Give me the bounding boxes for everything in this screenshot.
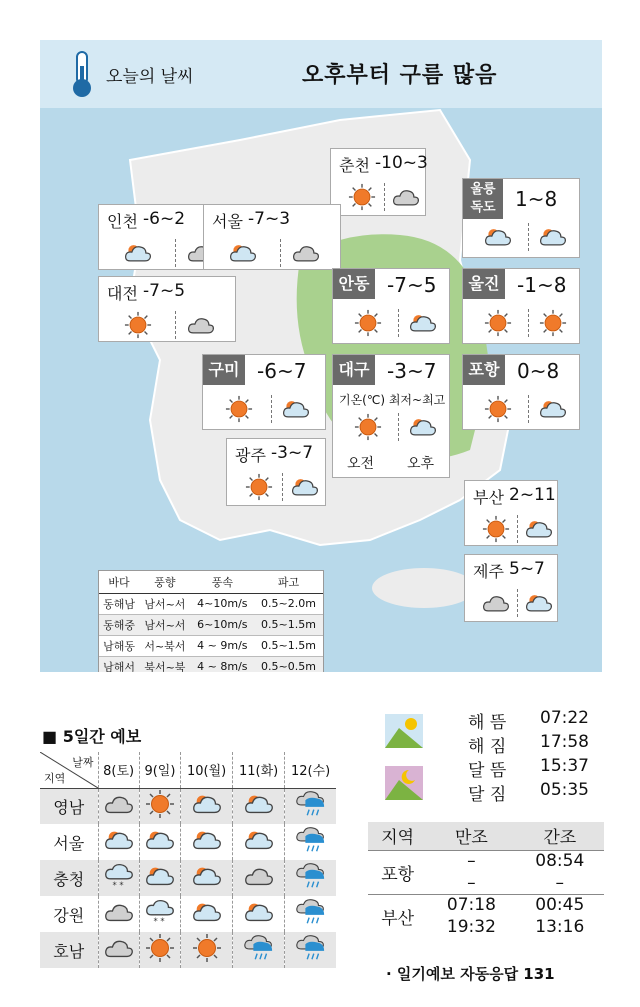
tide-region: 포항 [368, 850, 427, 894]
header-summary: 오후부터 구름 많음 [302, 63, 498, 88]
sea-header: 풍향 [139, 571, 191, 593]
cloud-icon [98, 788, 139, 824]
sea-row [99, 635, 323, 656]
sun-moon-time: 07:22 [540, 708, 589, 728]
city-name-tag: 포항 [463, 355, 505, 385]
am-pm-divider [282, 473, 283, 501]
am-pm-divider [528, 223, 529, 251]
cloud-rain-icon [285, 896, 336, 932]
moonrise-icon [385, 766, 423, 804]
pm-weather-icon [292, 239, 320, 271]
forecast-region: 충청 [40, 860, 98, 896]
pm-weather-icon [409, 309, 437, 341]
forecast-region: 호남 [40, 932, 98, 968]
city-box [98, 276, 236, 342]
cloud-sun-icon [139, 860, 180, 896]
city-temp: -3~7 [271, 443, 314, 463]
tide-low: 00:45 [516, 894, 604, 916]
tide-low: 13:16 [535, 917, 585, 937]
tide-high: – [427, 850, 515, 872]
sea-row [99, 593, 323, 614]
am-weather-icon [484, 309, 512, 341]
forecast-title: ■ 5일간 예보 [42, 727, 142, 746]
sun-moon-label: 해 뜸 [468, 713, 507, 733]
cloud-sun-icon [181, 824, 233, 860]
city-name: 춘천 [339, 156, 370, 175]
legend-pm: 오후 [407, 456, 435, 472]
svg-text:* *: * * [112, 880, 124, 891]
forecast-corner [40, 752, 98, 788]
pm-weather-icon [187, 311, 215, 343]
forecast-table [40, 752, 336, 968]
legend-label: 기온(℃) 최저~최고 [339, 393, 446, 407]
forecast-date: 8(토) [98, 752, 139, 788]
am-weather-icon [354, 309, 382, 341]
tide-high: 19:32 [446, 917, 496, 937]
city-temp: -6~7 [257, 359, 307, 383]
city-name: 제주 [473, 562, 504, 581]
sun-moon-label: 해 짐 [468, 737, 507, 757]
sun-icon [139, 932, 180, 968]
cloud-rain-icon [285, 932, 336, 968]
header-title: 오늘의 날씨 [106, 67, 194, 87]
forecast-date: 10(월) [181, 752, 233, 788]
forecast-row [40, 896, 336, 932]
sea-cell: 4 ~ 9m/s [191, 635, 254, 656]
sea-table [98, 570, 324, 672]
sea-header: 파고 [254, 571, 323, 593]
tide-row [368, 850, 604, 872]
city-name: 부산 [473, 488, 504, 507]
corner-date-label: 날짜 [72, 756, 94, 769]
city-box [462, 354, 580, 430]
city-temp: -10~3 [375, 153, 428, 173]
cloud-icon [233, 860, 285, 896]
cloud-sun-icon [139, 824, 180, 860]
am-weather-icon [354, 413, 382, 445]
city-box [202, 354, 326, 430]
cloud-icon [98, 932, 139, 968]
sea-row [99, 614, 323, 635]
city-box [464, 554, 558, 622]
sea-cell: 동해중 [99, 614, 139, 635]
sea-cell: 남해동 [99, 635, 139, 656]
city-name-tag: 울릉 독도 [463, 179, 503, 219]
city-name-tag: 구미 [203, 355, 245, 385]
forecast-region: 강원 [53, 905, 85, 925]
cloud-sun-icon [233, 896, 285, 932]
city-box [330, 148, 426, 216]
cloud-sun-icon [233, 788, 285, 824]
forecast-row [40, 932, 336, 968]
cloud-icon [98, 896, 139, 932]
forecast-region: 영남 [40, 788, 98, 824]
am-weather-icon [229, 239, 257, 271]
city-temp: -7~5 [143, 281, 186, 301]
pm-weather-icon [291, 473, 319, 505]
sun-icon [139, 788, 180, 824]
cloud-sun-icon [233, 824, 285, 860]
city-box [332, 268, 450, 344]
cloud-rain-icon [285, 824, 336, 860]
am-pm-divider [271, 395, 272, 423]
sea-cell: 북서~북 [139, 656, 191, 672]
auto-response-note: · 일기예보 자동응답 131 [386, 965, 555, 983]
forecast-region: 서울 [53, 833, 85, 853]
city-name-tag: 대구 [333, 355, 375, 385]
city-box [332, 354, 450, 478]
cloud-sun-icon [181, 788, 233, 824]
cloud-sun-icon [181, 860, 233, 896]
cloud-sun-icon [98, 824, 139, 860]
svg-text:* *: * * [153, 916, 165, 927]
sea-cell: 동해남 [99, 593, 139, 614]
am-pm-divider [175, 239, 176, 267]
city-name: 서울 [212, 212, 243, 231]
pm-weather-icon [409, 413, 437, 445]
city-name: 대전 [107, 284, 138, 303]
am-weather-icon [124, 311, 152, 343]
tide-table [368, 822, 604, 938]
pm-weather-icon [539, 309, 567, 341]
cloud-snow-icon [98, 860, 139, 896]
am-weather-icon [482, 515, 510, 547]
pm-weather-icon [282, 395, 310, 427]
sea-cell: 4~10m/s [191, 593, 254, 614]
city-temp: 1~8 [515, 187, 558, 211]
am-weather-icon [124, 239, 152, 271]
city-box [462, 268, 580, 344]
city-temp: -7~3 [248, 209, 291, 229]
sea-cell: 0.5~2.0m [254, 593, 323, 614]
forecast-row [40, 824, 336, 860]
am-weather-icon [484, 395, 512, 427]
sun-icon [181, 932, 233, 968]
city-box [464, 480, 558, 546]
city-box [203, 204, 341, 270]
pm-weather-icon [525, 589, 553, 621]
tide-low: – [555, 872, 565, 893]
am-pm-divider [528, 395, 529, 423]
cloud-rain-icon [285, 788, 336, 824]
sea-row [99, 656, 323, 672]
forecast-date: 12(수) [285, 752, 336, 788]
sea-cell: 0.5~1.5m [254, 614, 323, 635]
map-header [40, 40, 602, 108]
am-weather-icon [484, 223, 512, 255]
cloud-sun-icon [181, 896, 233, 932]
city-temp: 0~8 [517, 359, 560, 383]
sea-header: 바다 [99, 571, 139, 593]
tide-header: 간조 [516, 822, 604, 850]
pm-weather-icon [525, 515, 553, 547]
city-name: 인천 [107, 212, 138, 231]
sea-cell: 서~북서 [139, 635, 191, 656]
cloud-snow-icon [139, 896, 180, 932]
weather-map [40, 40, 602, 672]
am-pm-divider [280, 239, 281, 267]
sea-cell: 남서~서 [139, 614, 191, 635]
tide-header: 지역 [368, 822, 427, 850]
city-name: 광주 [235, 446, 266, 465]
am-pm-divider [517, 589, 518, 617]
forecast-row [40, 860, 336, 896]
city-temp: -1~8 [517, 273, 567, 297]
am-pm-divider [398, 413, 399, 441]
cloud-rain-icon [233, 932, 285, 968]
am-pm-divider [398, 309, 399, 337]
pm-weather-icon [392, 183, 420, 215]
am-weather-icon [245, 473, 273, 505]
am-pm-divider [528, 309, 529, 337]
forecast-row [40, 788, 336, 824]
am-weather-icon [348, 183, 376, 215]
sea-cell: 6~10m/s [191, 614, 254, 635]
tide-row [368, 894, 604, 916]
city-temp: 2~11 [509, 485, 556, 505]
legend-am: 오전 [347, 456, 375, 472]
am-pm-divider [175, 311, 176, 339]
thermometer-icon [70, 50, 94, 104]
am-pm-divider [517, 515, 518, 543]
city-temp: -7~5 [387, 273, 437, 297]
city-box [226, 438, 326, 506]
sea-cell: 남해서 [99, 656, 139, 672]
sea-header: 풍속 [191, 571, 254, 593]
city-temp: -3~7 [387, 359, 437, 383]
tide-region: 부산 [368, 894, 427, 938]
am-weather-icon [482, 589, 510, 621]
city-name-tag: 안동 [333, 269, 375, 299]
sun-moon-label: 달 뜸 [468, 761, 507, 781]
city-box [462, 178, 580, 258]
tide-header: 만조 [427, 822, 515, 850]
cloud-rain-icon [285, 860, 336, 896]
tide-high: 07:18 [427, 894, 515, 916]
pm-weather-icon [539, 395, 567, 427]
corner-region-label: 지역 [44, 771, 66, 785]
am-weather-icon [225, 395, 253, 427]
tide-high: – [467, 872, 476, 893]
sun-moon-label: 달 짐 [468, 785, 507, 805]
forecast-date: 11(화) [233, 752, 285, 788]
sea-cell: 남서~서 [139, 593, 191, 614]
pm-weather-icon [539, 223, 567, 255]
city-temp: -6~2 [143, 209, 186, 229]
sun-moon-time: 17:58 [540, 732, 589, 752]
tide-low: 08:54 [516, 850, 604, 872]
sunrise-icon [385, 714, 423, 752]
forecast-date: 9(일) [139, 752, 180, 788]
city-temp: 5~7 [509, 559, 545, 579]
city-name-tag: 울진 [463, 269, 505, 299]
sun-moon-time: 15:37 [540, 756, 589, 776]
sea-cell: 4 ~ 8m/s [191, 656, 254, 672]
sea-cell: 0.5~1.5m [254, 635, 323, 656]
am-pm-divider [384, 183, 385, 211]
sun-moon-time: 05:35 [540, 780, 589, 800]
sea-cell: 0.5~0.5m [254, 656, 323, 672]
